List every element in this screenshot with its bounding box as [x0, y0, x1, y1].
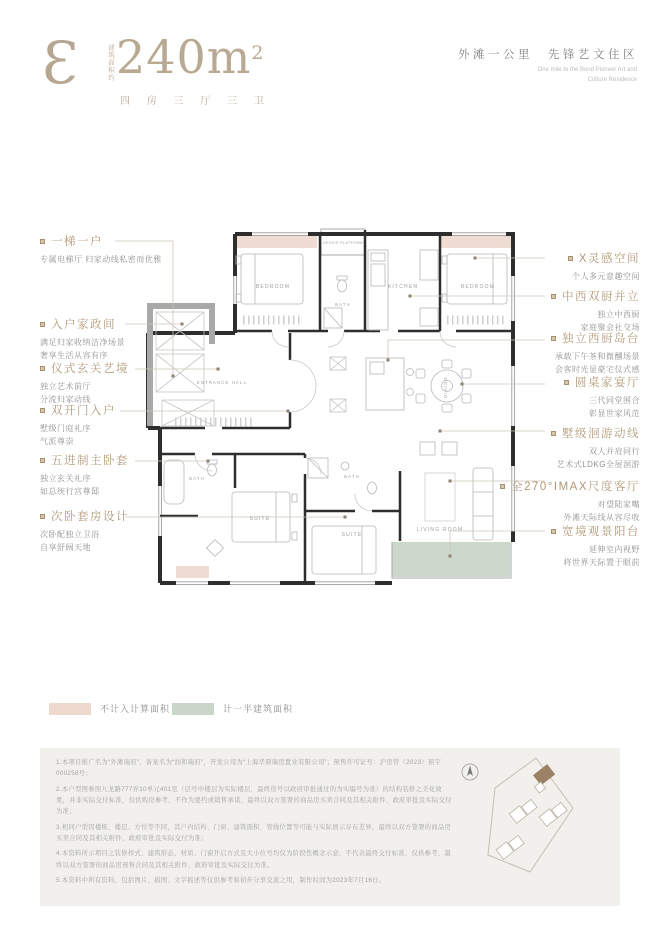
annotation-line: 专属电梯厅 归家动线私密而优雅 [40, 255, 162, 264]
annotation-title: 次卧套房设计 [51, 511, 129, 523]
annotation-title: 圆桌家宴厅 [575, 377, 640, 389]
columns [330, 357, 346, 412]
annotation-line: 独立玄关礼序 [40, 474, 91, 483]
room-label-dining: DINING [443, 376, 448, 398]
annotation-line: 双人并肩同行 [589, 447, 640, 456]
annotation-title: 墅级洄游动线 [562, 428, 640, 440]
annotation-line: 次卧配独立卫浴 [40, 530, 100, 539]
disclaimer-line: 1.本项目推广名为“外滩瑞府”，备案名为“润和瑞府”，开发公司为“上海华鼎瑞房置业有限公司”；预售许可证号：沪房管（2023）预字000258号； [56, 759, 442, 778]
annotation-line: 艺术式LDKG全屋洄游 [556, 460, 640, 470]
annotation-title: 中西双厨并立 [562, 291, 640, 303]
annotation-line: 将世界天际置于眼前 [563, 558, 640, 568]
room-label-bedroom-1: BEDROOM [255, 284, 291, 290]
area-value [116, 30, 265, 84]
annotation-title: 一梯一户 [51, 236, 103, 248]
room-label-bath-2: BATH [189, 476, 205, 481]
annotation-title: 全270°IMAX尺度客厅 [511, 481, 640, 493]
annotation-title: 独立西厨岛台 [562, 333, 640, 345]
leader-markers [172, 257, 477, 558]
room-label-bath-3: BATH [344, 474, 360, 479]
room-label-suite-2: SUITE [341, 532, 363, 538]
room-label-entrance-hall: ENTRANCE HALL [196, 380, 248, 385]
disclaimer-text [56, 757, 452, 890]
uncounted-strip [237, 235, 317, 248]
site-plan [448, 750, 618, 902]
disclaimer-line: 2.本户型图参照九龙路777弄10单元401室（层号中楼层为实际楼层，最终房号以政府审批通过的为实编号为准）的结构装修之美化效果，并非实际交付标准，仅供购房参考，不作为要约或销售承诺，最终以双方签署的商品房买卖合同及其相关附件、政府审批及实际交付为准； [56, 785, 452, 816]
annotation-line: 承载下午茶和微醺场景 [555, 352, 640, 361]
annotation-title: 双开门入户 [51, 405, 116, 417]
annotation-line: 气派尊崇 [40, 437, 74, 447]
annotation-line: 分流归家动线 [40, 395, 91, 405]
annotation-title: 宽境观景阳台 [562, 526, 640, 538]
annotation-line: 墅级门庭礼序 [40, 424, 91, 433]
highlighted-building [533, 764, 555, 785]
floor-plan [0, 226, 660, 616]
compass-north-arrow [467, 766, 473, 777]
annotation-line: 如总统行宫尊邸 [40, 487, 100, 497]
area-number: 240m [116, 30, 252, 84]
balcony-half-area [392, 542, 510, 577]
area-prefix-label: 建筑面积约 [107, 44, 114, 82]
annotation-line: 家庭聚会社交场 [580, 323, 640, 333]
disclaimer-line: 3.相同户型因楼栋、楼层、方位等不同，其户内结构、门窗、建筑面积、管线位置等可能与实际展示存在差异，最终以双方签署的商品房买卖合同及其相关附件、政府审批及实际交付为准； [56, 823, 452, 842]
brand-monogram: Ɛ [42, 29, 79, 97]
annotation-title: 五进制主卧套 [51, 455, 129, 467]
annotation-line: 个人多元意趣空间 [572, 272, 640, 281]
room-label-bath-1: BATH [335, 302, 351, 307]
area-superscript: 2 [251, 41, 265, 64]
uncounted-strip [439, 235, 511, 248]
annotation-line: 自享舒阔天地 [40, 543, 91, 553]
annotation-line: 彰显世家风范 [589, 409, 640, 419]
annotation-line: 独立中西厨 [597, 310, 640, 319]
annotation-line: 会客时光显豪宅仪式感 [555, 365, 640, 375]
annotation-line: 延伸室内视野 [589, 545, 640, 554]
room-label-suite-1: SUITE [249, 516, 271, 522]
annotation-line: 对望陆家嘴 [597, 500, 640, 509]
site-buildings [496, 764, 567, 859]
annotation-line: 奢享生活从容有序 [40, 351, 108, 361]
legend-label: 计一半建筑面积 [223, 704, 294, 714]
disclaimer-line: 5.本资料中所有资料，包括图片、描图、文字描述等仅供参考和初步分享交流之用，制作时间为2023年7月16日。 [56, 876, 386, 884]
legend-swatch-green [172, 703, 214, 715]
room-label-device-platform: DEVICE PLATFORM [323, 241, 363, 245]
tagline-cn: 外滩一公里 先锋艺文住区 [458, 49, 638, 61]
legend-uncounted [49, 702, 170, 715]
room-label-bedroom-2: BEDROOM [460, 284, 496, 290]
uncounted-strip [176, 566, 209, 578]
tagline-en-line1: One mile to the Bund Pioneer Art and [537, 67, 637, 73]
room-label-living-room: LIVING ROOM [416, 527, 464, 533]
annotation-line: 满足归家收纳洁净场景 [40, 338, 125, 347]
tagline-en-line2: Culture Residence [587, 76, 637, 83]
legend-label: 不计入计算面积 [100, 704, 171, 714]
annotation-line: 三代同堂围合 [589, 396, 640, 405]
annotation-title: 仪式玄关艺境 [51, 363, 129, 375]
legend-half-area [172, 702, 293, 715]
room-label-kitchen: KITCHEN [387, 284, 419, 290]
annotation-title: X灵感空间 [578, 253, 640, 265]
annotation-title: 入户家政间 [51, 319, 116, 331]
disclaimer-line: 4.本资料所示项目之装修样式、建筑形态、材质、门窗开启方式及大小位号均仅为阶段性概念示意，不代表最终交付标准，仅供参考，最终以双方签署的商品房预售合同及其相关附件、政府审批及实际交付为准。 [56, 850, 452, 869]
legend-swatch-pink [49, 703, 91, 715]
annotation-line: 独立艺术前厅 [40, 382, 91, 391]
disclaimer-panel [40, 748, 620, 906]
room-count-label: 四 房 三 厅 三 卫 [120, 96, 271, 107]
tagline-en [538, 66, 637, 85]
annotation-line: 外滩天际线从容尽收 [563, 513, 640, 523]
